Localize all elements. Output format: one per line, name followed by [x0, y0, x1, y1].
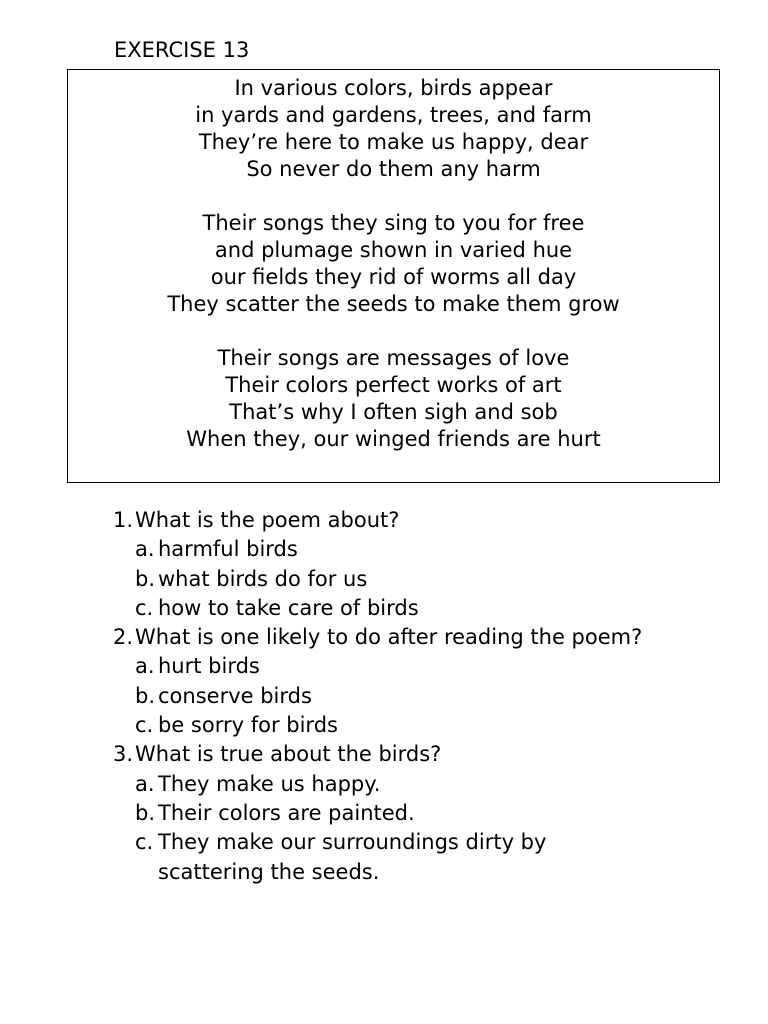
answer-option [113, 535, 743, 564]
poem-line: So never do them any harm [246, 157, 541, 181]
question-number: 1. [113, 508, 134, 532]
poem-stanza-3 [68, 345, 719, 453]
option-text: Their colors are painted. [158, 800, 415, 825]
option-letter: c. [135, 830, 154, 855]
question-text: What is one likely to do after reading the poem? [135, 625, 643, 650]
option-text: be sorry for birds [158, 713, 338, 738]
answer-option [113, 828, 743, 887]
poem-line: and plumage shown in varied hue [214, 238, 573, 262]
poem-stanza-1 [68, 75, 719, 183]
option-letter: a. [135, 771, 155, 796]
option-letter: b. [135, 683, 156, 708]
option-text: They make our surroundings dirty by scattering the seeds. [158, 830, 547, 884]
option-letter: b. [135, 800, 156, 825]
option-letter: c. [135, 713, 154, 738]
answer-option [113, 594, 743, 623]
poem-line: When they, our winged friends are hurt [186, 427, 601, 451]
option-text: harmful birds [158, 537, 298, 562]
answer-option [113, 652, 743, 681]
option-letter: a. [135, 654, 155, 679]
option-letter: c. [135, 595, 154, 620]
answer-option [113, 711, 743, 740]
question-stem [113, 506, 743, 535]
poem-box [67, 69, 720, 483]
poem-line: Their songs they sing to you for free [202, 211, 585, 235]
answer-option [113, 565, 743, 594]
answer-option [113, 682, 743, 711]
question-text: What is true about the birds? [135, 742, 442, 767]
poem-line: In various colors, birds appear [234, 76, 553, 100]
poem-line: They’re here to make us happy, dear [198, 130, 589, 154]
poem-line: That’s why I often sigh and sob [229, 400, 558, 424]
question-number: 2. [113, 625, 134, 650]
answer-option [113, 799, 743, 828]
option-text: conserve birds [158, 683, 312, 708]
question-stem [113, 740, 743, 769]
option-text: what birds do for us [158, 566, 368, 591]
poem-line: Their colors perfect works of art [225, 373, 562, 397]
option-letter: a. [135, 537, 155, 562]
question-2 [113, 623, 743, 740]
answer-option [113, 770, 743, 799]
question-list [113, 506, 743, 887]
question-3 [113, 740, 743, 886]
poem-line: Their songs are messages of love [217, 346, 570, 370]
poem-stanza-2 [68, 210, 719, 318]
option-text: hurt birds [158, 654, 260, 679]
option-text: how to take care of birds [158, 595, 419, 620]
option-text: They make us happy. [158, 771, 381, 796]
poem-line: in yards and gardens, trees, and farm [195, 103, 592, 127]
question-1 [113, 506, 743, 623]
option-letter: b. [135, 566, 156, 591]
exercise-title: EXERCISE 13 [114, 38, 250, 62]
question-number: 3. [113, 742, 134, 767]
poem-line: our fields they rid of worms all day [210, 265, 577, 289]
poem-line: They scatter the seeds to make them grow [167, 292, 620, 316]
question-text: What is the poem about? [135, 508, 400, 532]
question-stem [113, 623, 743, 652]
